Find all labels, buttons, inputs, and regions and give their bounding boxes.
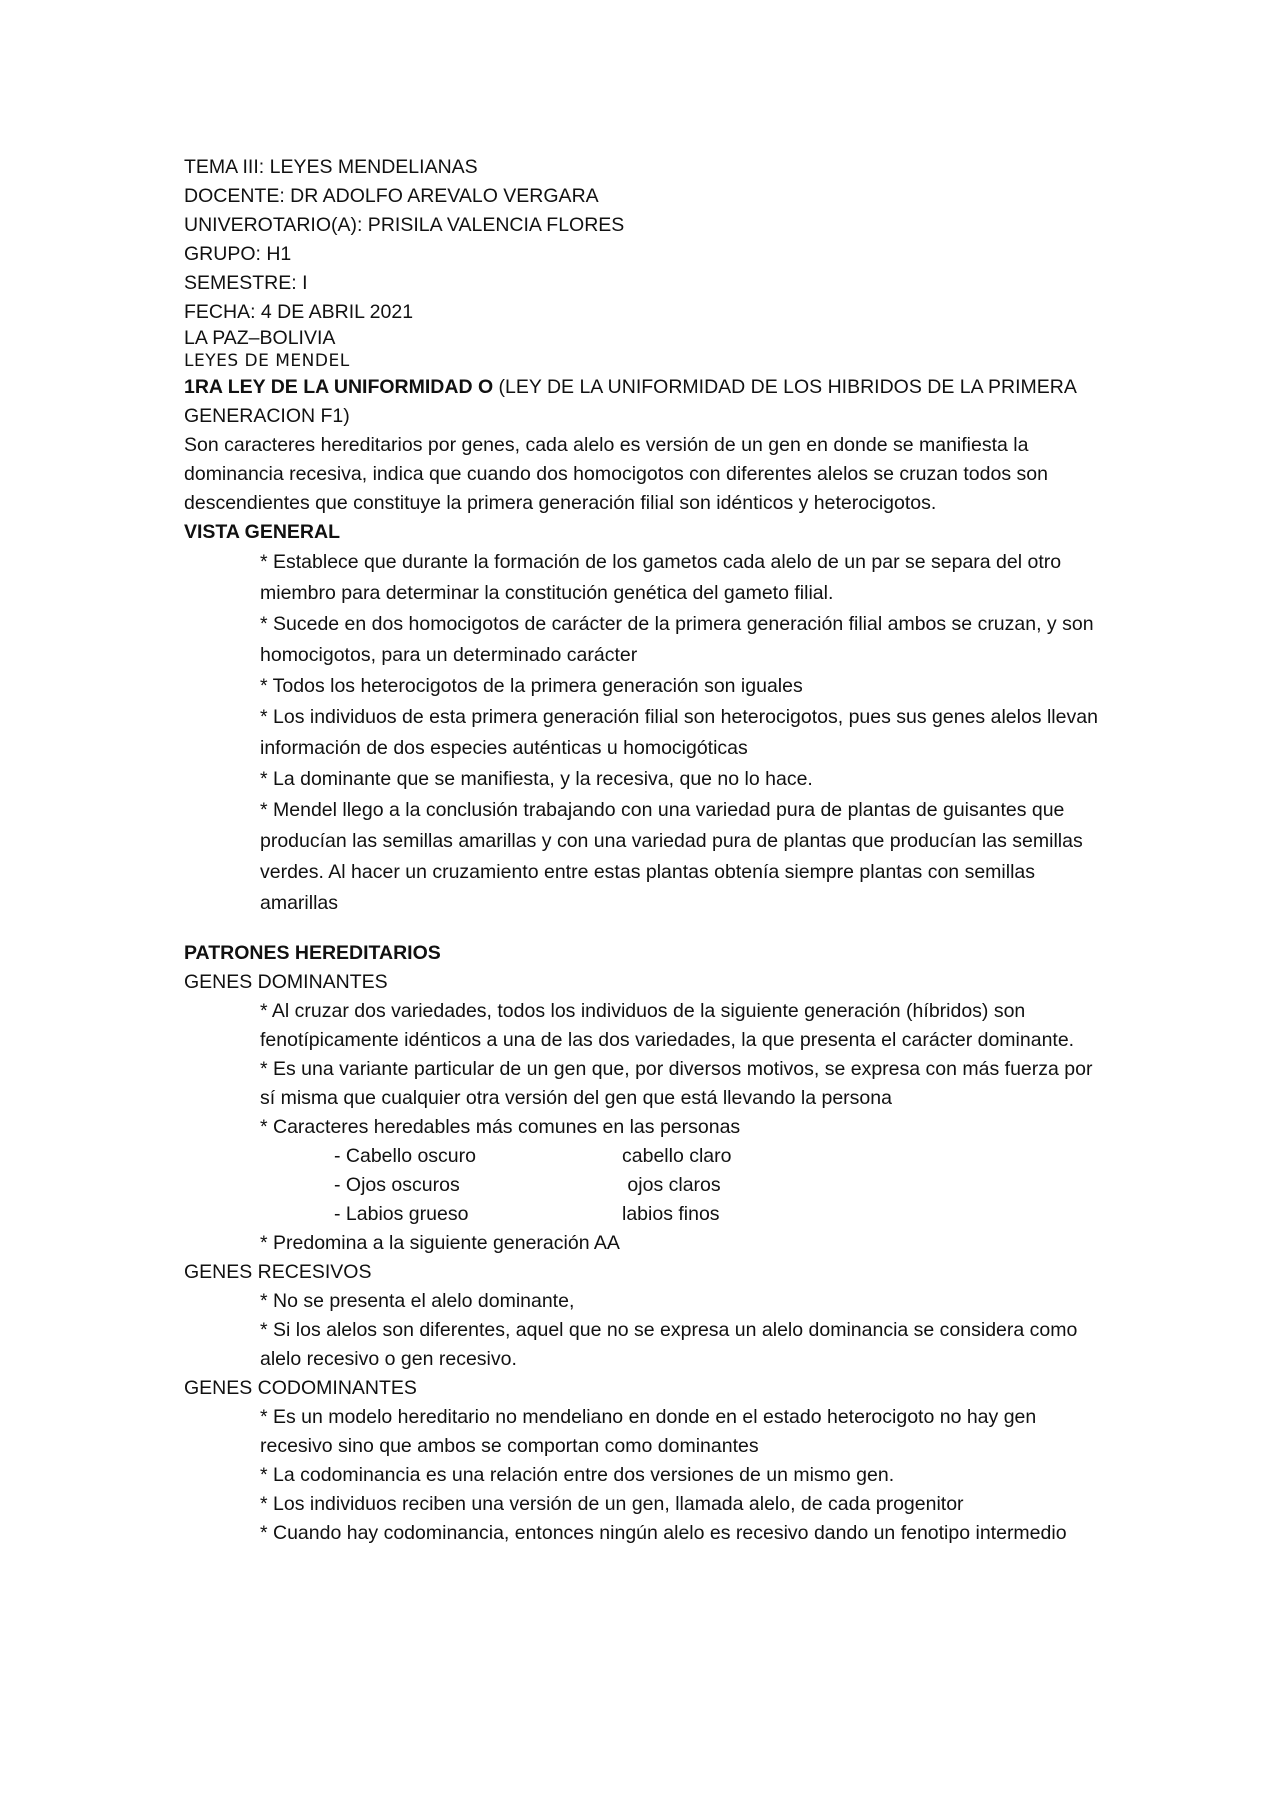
leyes-de-mendel-label: LEYES DE MENDEL bbox=[184, 351, 350, 371]
list-item: * Es un modelo hereditario no mendeliano en donde en el estado heterocigoto no hay gen recesivo sino que ambos se comportan como dominantes bbox=[260, 1406, 1037, 1457]
genes-codominantes-heading: GENES CODOMINANTES bbox=[184, 1377, 417, 1399]
list-item: * Los individuos reciben una versión de un gen, llamada alelo, de cada progenitor bbox=[260, 1493, 964, 1515]
list-item: * Todos los heterocigotos de la primera generación son iguales bbox=[260, 675, 803, 697]
dominant-trait: - Ojos oscuros bbox=[334, 1174, 460, 1196]
fecha-line: FECHA: 4 DE ABRIL 2021 bbox=[184, 301, 414, 323]
trait-pair-row bbox=[184, 1171, 1104, 1200]
dominant-trait: - Cabello oscuro bbox=[334, 1145, 476, 1167]
universitario-line: UNIVEROTARIO(A): PRISILA VALENCIA FLORES bbox=[184, 214, 625, 236]
dominant-trait: - Labios grueso bbox=[334, 1203, 469, 1225]
trait-pair-row bbox=[184, 1200, 1104, 1229]
docente-line: DOCENTE: DR ADOLFO AREVALO VERGARA bbox=[184, 185, 599, 207]
lugar-line: LA PAZ–BOLIVIA bbox=[184, 327, 336, 349]
ley1-body: Son caracteres hereditarios por genes, cada alelo es versión de un gen en donde se manifiesta la dominancia recesiva, indica que cuando dos homocigotos con diferentes alelos se cruzan todos son descendientes que constituye la primera generación filial son idénticos y heterocigotos. bbox=[184, 434, 1048, 514]
recessive-trait: ojos claros bbox=[622, 1174, 721, 1196]
list-item: * Mendel llego a la conclusión trabajando con una variedad pura de plantas de guisantes que producían las semillas amarillas y con una variedad pura de plantas que producían las semillas verdes. Al hacer un cruzamiento entre estas plantas obtenía siempre plantas con semillas amarillas bbox=[260, 799, 1083, 914]
vista-general-heading: VISTA GENERAL bbox=[184, 521, 341, 543]
document-body bbox=[184, 153, 1104, 1548]
list-item: * Establece que durante la formación de los gametos cada alelo de un par se separa del otro miembro para determinar la constitución genética del gameto filial. bbox=[260, 551, 1062, 604]
recessive-trait: cabello claro bbox=[622, 1145, 732, 1167]
section-spacer bbox=[184, 919, 1104, 939]
list-item: * Predomina a la siguiente generación AA bbox=[260, 1232, 620, 1254]
ley1-title-rest: (LEY DE LA UNIFORMIDAD DE LOS HIBRIDOS DE LA PRIMERA GENERACION F1) bbox=[184, 376, 1076, 427]
grupo-line: GRUPO: H1 bbox=[184, 243, 292, 265]
list-item: * La codominancia es una relación entre dos versiones de un mismo gen. bbox=[260, 1464, 895, 1486]
list-item: * Si los alelos son diferentes, aquel que no se expresa un alelo dominancia se considera como alelo recesivo o gen recesivo. bbox=[260, 1319, 1078, 1370]
list-item: * No se presenta el alelo dominante, bbox=[260, 1290, 575, 1312]
list-item: * Caracteres heredables más comunes en las personas bbox=[260, 1116, 741, 1138]
genes-dominantes-list bbox=[184, 997, 1104, 1142]
trait-pair-row bbox=[184, 1142, 1104, 1171]
genes-recesivos-list bbox=[184, 1287, 1104, 1374]
recessive-trait: labios finos bbox=[622, 1203, 720, 1225]
genes-dominantes-last bbox=[184, 1229, 1104, 1258]
genes-recesivos-heading: GENES RECESIVOS bbox=[184, 1261, 372, 1283]
list-item: * Los individuos de esta primera generación filial son heterocigotos, pues sus genes alelos llevan información de dos especies auténticas u homocigóticas bbox=[260, 706, 1098, 759]
vista-general-list bbox=[184, 547, 1104, 919]
ley1-title-bold: 1RA LEY DE LA UNIFORMIDAD O bbox=[184, 376, 494, 398]
semestre-line: SEMESTRE: I bbox=[184, 272, 308, 294]
list-item: * La dominante que se manifiesta, y la recesiva, que no lo hace. bbox=[260, 768, 813, 790]
genes-dominantes-heading: GENES DOMINANTES bbox=[184, 971, 388, 993]
list-item: * Es una variante particular de un gen que, por diversos motivos, se expresa con más fuerza por sí misma que cualquier otra versión del gen que está llevando la persona bbox=[260, 1058, 1093, 1109]
list-item: * Al cruzar dos variedades, todos los individuos de la siguiente generación (híbridos) son fenotípicamente idénticos a una de las dos variedades, la que presenta el carácter dominante. bbox=[260, 1000, 1075, 1051]
list-item: * Cuando hay codominancia, entonces ningún alelo es recesivo dando un fenotipo intermedio bbox=[260, 1522, 1067, 1544]
ley1-title bbox=[184, 373, 1104, 431]
list-item: * Sucede en dos homocigotos de carácter de la primera generación filial ambos se cruzan, y son homocigotos, para un determinado carácter bbox=[260, 613, 1094, 666]
tema-line: TEMA III: LEYES MENDELIANAS bbox=[184, 156, 478, 178]
genes-codominantes-list bbox=[184, 1403, 1104, 1548]
patrones-heading: PATRONES HEREDITARIOS bbox=[184, 942, 441, 964]
